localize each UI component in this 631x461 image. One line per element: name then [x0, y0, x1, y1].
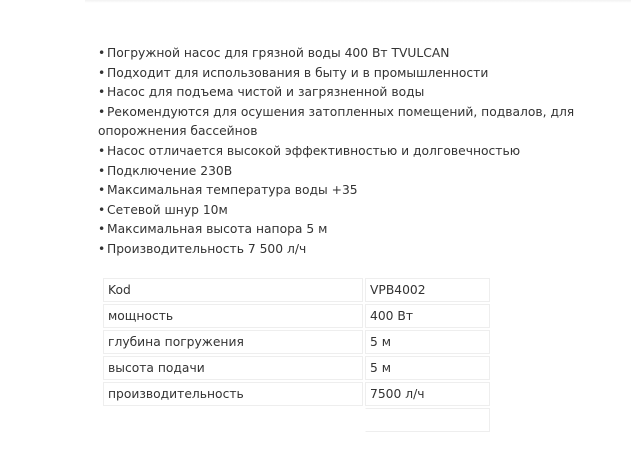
- bullet-icon: •: [98, 104, 106, 119]
- table-row: [103, 304, 490, 328]
- spec-label: Kod: [103, 278, 363, 302]
- spec-label-empty: [103, 408, 363, 432]
- spec-value: VPB4002: [365, 278, 490, 302]
- feature-text: Насос для подъема чистой и загрязненной воды: [107, 85, 425, 100]
- bullet-icon: •: [98, 183, 106, 198]
- product-description: [98, 44, 608, 260]
- feature-text: Насос отличается высокой эффективностью и долговечностью: [107, 143, 521, 158]
- feature-text: Подключение 230В: [107, 163, 233, 178]
- bullet-icon: •: [98, 202, 106, 217]
- feature-text: Погружной насос для грязной воды 400 Вт TVULCAN: [107, 46, 450, 60]
- table-row: [103, 356, 490, 380]
- feature-text: Максимальная температура воды +35: [107, 183, 358, 198]
- bullet-icon: •: [98, 241, 106, 256]
- feature-item: [98, 83, 608, 103]
- feature-item: [98, 103, 608, 142]
- feature-item: [98, 240, 608, 260]
- feature-text: Производительность 7 500 л/ч: [107, 241, 307, 256]
- feature-item: [98, 162, 608, 182]
- feature-text: Рекомендуются для осушения затопленных помещений, подвалов, для опорожнения бассейнов: [98, 104, 575, 139]
- spec-value: 5 м: [365, 356, 490, 380]
- feature-item: [98, 44, 608, 64]
- spec-value: 5 м: [365, 330, 490, 354]
- top-divider: [85, 0, 631, 3]
- feature-item: [98, 64, 608, 84]
- spec-value-empty: [365, 408, 490, 432]
- feature-item: [98, 201, 608, 221]
- feature-item: [98, 181, 608, 201]
- feature-text: Максимальная высота напора 5 м: [107, 222, 328, 237]
- table-row-empty: [103, 408, 490, 432]
- spec-value: 7500 л/ч: [365, 382, 490, 406]
- bullet-icon: •: [98, 143, 106, 158]
- feature-text: Подходит для использования в быту и в промышленности: [107, 65, 489, 80]
- spec-value: 400 Вт: [365, 304, 490, 328]
- spec-label: глубина погружения: [103, 330, 363, 354]
- bullet-icon: •: [98, 85, 106, 100]
- specs-table: [101, 276, 492, 434]
- table-row: [103, 278, 490, 302]
- bullet-icon: •: [98, 65, 106, 80]
- feature-list: [98, 44, 608, 260]
- spec-label: производительность: [103, 382, 363, 406]
- table-row: [103, 382, 490, 406]
- bullet-icon: •: [98, 46, 106, 60]
- spec-label: мощность: [103, 304, 363, 328]
- table-row: [103, 330, 490, 354]
- feature-text: Сетевой шнур 10м: [107, 202, 228, 217]
- bullet-icon: •: [98, 222, 106, 237]
- bullet-icon: •: [98, 163, 106, 178]
- feature-item: [98, 220, 608, 240]
- spec-label: высота подачи: [103, 356, 363, 380]
- feature-item: [98, 142, 608, 162]
